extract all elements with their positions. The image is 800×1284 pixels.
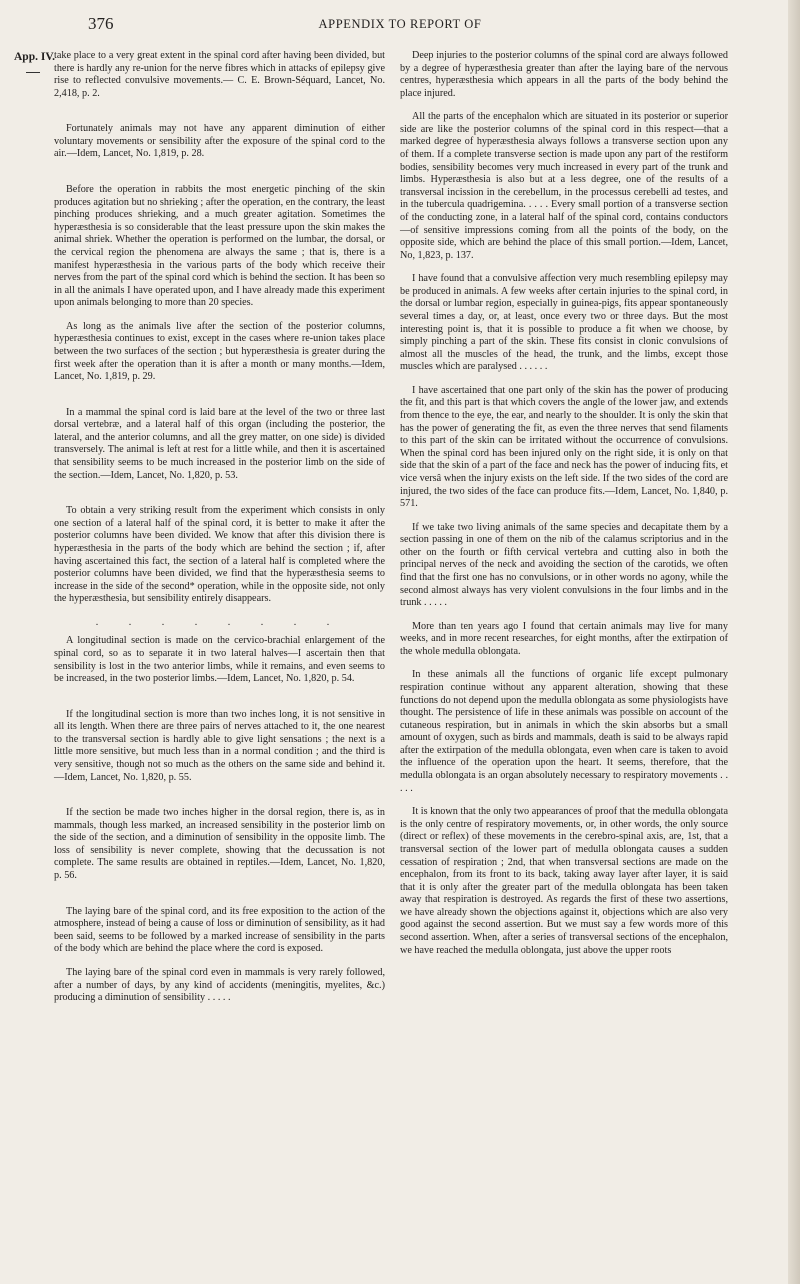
page-number: 376 (88, 14, 114, 33)
paragraph: If we take two living animals of the same species and decapitate them by a section passing in one of them on the nib of the calamus scriptorius and in the other on the fourth or fifth cervical vertebra and cutting also in both the principal nerves of the neck and avoiding the section of the carotids, we often find that the first one has no convulsions, or in other words no agony, while the second almost always has very violent convulsions in the four limbs and in the trunk . . . . . (400, 521, 728, 609)
paragraph: As long as the animals live after the section of the posterior columns, hyperæsthesia continues to exist, except in the cases where re-union takes place between the two surfaces of the section ; but hyperæsthesia is greater during the first week after the operation than it is after a month or many months.—Idem, Lancet, No. 1,819, p. 29. (54, 320, 385, 383)
paragraph: A longitudinal section is made on the cervico-brachial enlargement of the spinal cord, so as to separate it in two lateral halves—I ascertain then that sensibility is lost in the two anterior limbs, while it remains, and even seems to be increased, in the two posterior limbs.—Idem, Lancet, No. 1,820, p. 54. (54, 635, 385, 685)
paragraph: In a mammal the spinal cord is laid bare at the level of the two or three last dorsal vertebræ, and a lateral half of this organ (including the posterior, the lateral, and the anterior columns, and all the grey matter, on one side) is divided transversely. The animal is left at rest for a little while, and then it is ascertained that sensibility seems to be much increased in the posterior limb on the side of the section.—Idem, Lancet, No. 1,820, p. 53. (54, 406, 385, 481)
running-head (0, 14, 800, 36)
right-column (400, 50, 728, 968)
paragraph: I have found that a convulsive affection very much resembling epilepsy may be produced in animals. A few weeks after certain injuries to the spinal cord, in the dorsal or lumbar region, especially in guinea-pigs, fits appear spontaneously several times a day, or, at least, once every two or three days. But the most interesting point is, that it is possible to produce a fit when we choose, by simply pinching a part of the skin. These fits consist in clonic convulsions of almost all the muscles of the head, the trunk, and the limbs, except those muscles which are paralysed . . . . . . (400, 273, 728, 373)
paragraph: take place to a very great extent in the spinal cord after having been divided, but there is hardly any re-union for the nerve fibres which in attacks of epilepsy give rise to reflected convulsive movements.— C. E. Brown-Séquard, Lancet, No. 2,418, p. 2. (54, 50, 385, 99)
paragraph: All the parts of the encephalon which are situated in its posterior or superior side are like the posterior columns of the spinal cord in this respect—that a marked degree of hyperæsthesia always follows a transverse section upon any of them. If a complete transverse section is made upon any part of the restiform bodies, sensibility becomes very much increased in every part of the trunk and limbs. Hyperæsthesia is also but at a less degree, one of the results of a transversal incission in the cerebellum, in the processus cerebelli ad testes, and in the tubercula quadrigemina. . . . . Every small portion of a transverse section of the conducting zone, in a lateral half of the spinal cord, contains conductors—of sensitive impressions coming from all the points of the body, on the opposite side, which are behind the place of this small portion.—Idem, Lancet, No, 1,823, p. 137. (400, 111, 728, 261)
margin-rule (26, 72, 40, 73)
paragraph: Before the operation in rabbits the most energetic pinching of the skin produces agitation but no shrieking ; after the operation, en the contrary, the least pinching produces shrieking, and a much greater agitation. Sometimes the hyperæsthesia is so considerable that the least pressure upon the skin makes the animal shriek. Whether the operation is performed on the lumbar, the dorsal, or the cervical region the phenomena are always the same ; that is, there is a manifest hyperæsthesia in the various parts of the body which receive their nerves from the part of the spinal cord which is behind the section. It has been so in all the animals I have operated upon, and I have already made this experiment upon animals belonging to more than 20 species. (54, 184, 385, 309)
paragraph: Fortunately animals may not have any apparent diminution of either voluntary movements or sensibility after the exposure of the spinal cord to the air.—Idem, Lancet, No. 1,819, p. 28. (54, 123, 385, 160)
paragraph: To obtain a very striking result from the experiment which consists in only one section of a lateral half of the spinal cord, it is better to make it after the posterior columns have been divided. We know that after this division there is hyperæsthesia in the parts of the body which are behind the section ; if, after having ascertained this fact, the section of a lateral half is completed where the posterior columns have been divided, we find that the hyperæsthesia seems to increase in the side of the second* operation, while in the opposite side, not only the hyperæsthesia, but sensibility entirely disappears. (54, 505, 385, 605)
paragraph: In these animals all the functions of organic life except pulmonary respiration continue without any apparent alteration, showing that these functions do not depend upon the medulla oblongata as some physiologists have thought. The persistence of life in these animals was possible on account of the cutaneous respiration, but in animals in which the skin absorbs but a small amount of oxygen, such as birds and mammals, death is said to be always rapid after the extirpation of the medulla oblongata, even when care is taken to avoid the influence of the operation upon the heart. It seems, therefore, that the medulla oblongata is an organ absolutely necessary to respiratory movements . . . . . (400, 669, 728, 794)
page-header-title: APPENDIX TO REPORT OF (318, 17, 482, 31)
paragraph: The laying bare of the spinal cord even in mammals is very rarely followed, after a number of days, by any kind of accidents (meningitis, myelites, &c.) producing a diminution of sensibility . . . . . (54, 966, 385, 1004)
paragraph: Deep injuries to the posterior columns of the spinal cord are always followed by a degree of hyperæsthesia greater than after the laying bare of the nervous centres, hyperæsthesia which appears in all the parts of the body behind the place injured. (400, 50, 728, 99)
paragraph: The laying bare of the spinal cord, and its free exposition to the action of the atmosphere, instead of being a cause of loss or diminution of sensibility, as it had been said, seems to be followed by a marked increase of sensibility in the parts of the body which are behind the place where the cord is exposed. (54, 905, 385, 955)
paragraph: If the longitudinal section is more than two inches long, it is not sensitive in all its length. When there are three pairs of nerves attached to it, the one nearest to the transversal section is hardly able to give light sensations ; the next is a little more sensitive, but much less than in a normal condition ; and the third is very sensitive, though not so much as the others on the same side and behind it. —Idem, Lancet, No. 1,820, p. 55. (54, 708, 385, 783)
ellipsis-separator: . . . . . . . . (95, 616, 344, 628)
margin-label: App. IV. (14, 51, 56, 63)
paragraph: I have ascertained that one part only of the skin has the power of producing the fit, and this part is that which covers the angle of the lower jaw, and extends from thence to the eye, the ear, and nearly to the shoulder. It is only the skin that has the power of generating the fit, as even the three nerves that send filaments to this part of the skin can be irritated without the occurrence of convulsions. When the spinal cord has been injured only on the right side, it is only on that side that the skin of a part of the face and neck has the power of inducing fits, et vice versâ when the injury exists on the left side. If the two sides of the cord are injured, the two sides of the face can produce fits.—Idem, Lancet, No. 1,840, p. 571. (400, 384, 728, 510)
left-column (54, 50, 385, 1016)
paragraph: If the section be made two inches higher in the dorsal region, there is, as in mammals, though less marked, an increased sensibility in the posterior limb on the side of the section, and a diminution of sensibility in the opposite limb. The loss of sensibility is never complete, showing that the decussation is not complete. The same results are obtained in reptiles.—Idem, Lancet, No. 1,820, p. 56. (54, 807, 385, 882)
paragraph: It is known that the only two appearances of proof that the medulla oblongata is the only centre of respiratory movements, or, in other words, the only source (direct or reflex) of these movements in the cerebro-spinal axis, are, 1st, that a transversal section of the lower part of medulla oblongata causes a sudden cessation of respiration ; 2nd, that when transversal sections are made on the encephalon, from its front to its back, taking away layer after layer, it is said that it is only after the greater part of the medulla oblongata has been taken away that respiration is destroyed. As regards the first of these two assertions, we have already shown the objections against it, objections which are also very good against the second assertion. But we must say a few words more of this second assertion. When, after a series of transversal sections of the encephalon, we have reached the medulla oblongata, just above the upper roots (400, 806, 729, 956)
page-edge (788, 0, 800, 1284)
paragraph: More than ten years ago I found that certain animals may live for many weeks, and in more recent researches, for eight months, after the extirpation of the whole medulla oblongata. (400, 620, 728, 657)
